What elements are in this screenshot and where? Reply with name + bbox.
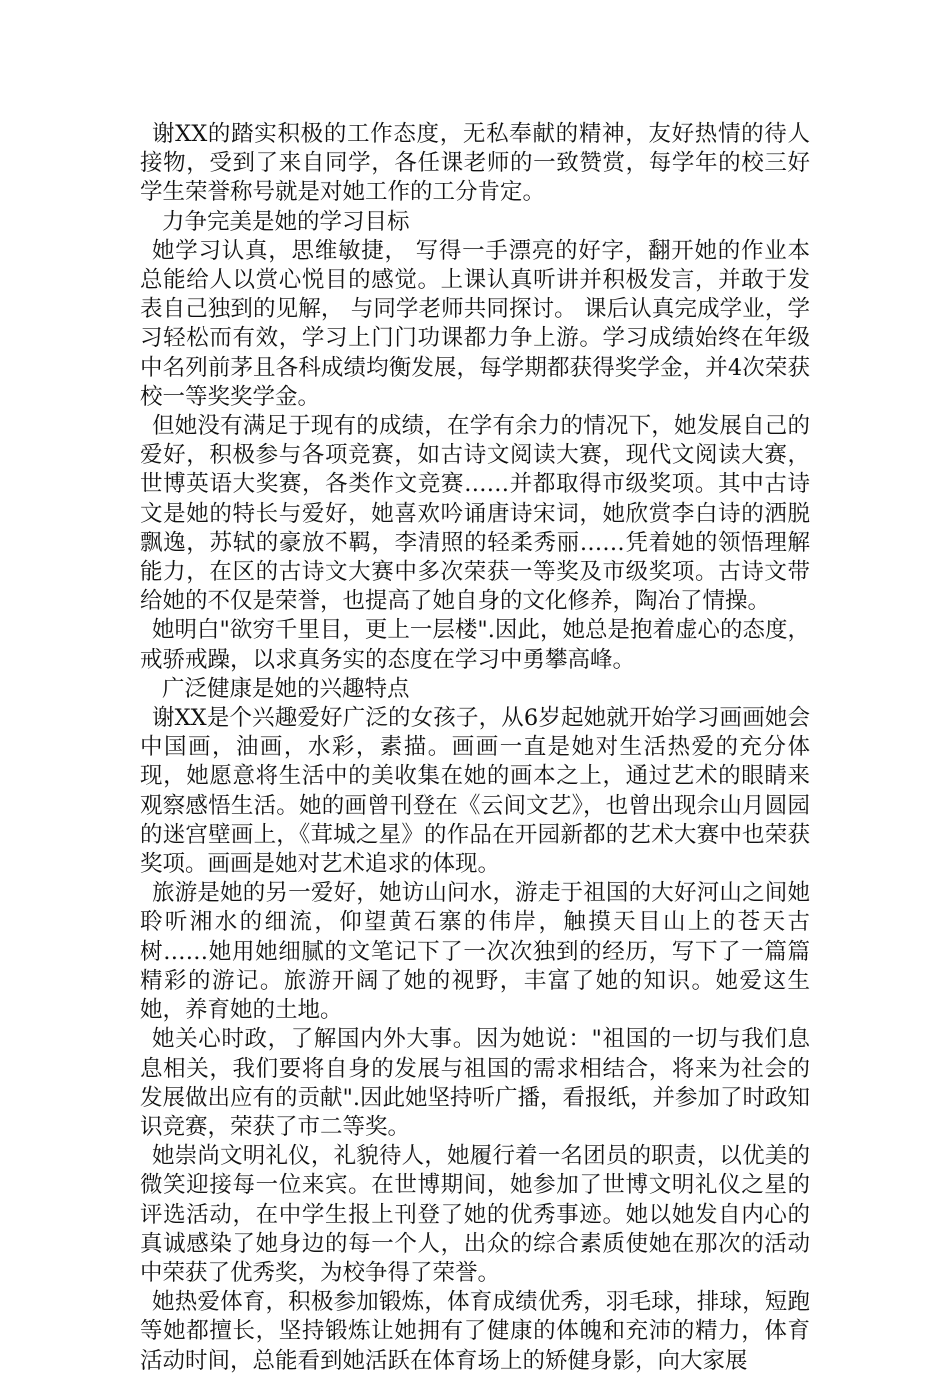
heading-interests: 广泛健康是她的兴趣特点	[162, 675, 410, 702]
document-page	[140, 120, 810, 1376]
heading-study-goal: 力争完美是她的学习目标	[162, 208, 410, 235]
paragraph-sports: 她热爱体育，积极参加锻炼，体育成绩优秀，羽毛球，排球，短跑等她都擅长，坚持锻炼让她拥有了健康的体魄和充沛的精力，体育活动时间，总能看到她活跃在体育场上的矫健身影，向大家展	[140, 1289, 810, 1374]
paragraph-current-affairs: 她关心时政，了解国内外大事。因为她说："祖国的一切与我们息息相关，我们要将自身的发展与祖国的需求相结合，将来为社会的发展做出应有的贡献".因此她坚持听广播，看报纸，并参加了时政知识竞赛，荣获了市二等奖。	[140, 1026, 811, 1140]
paragraph-study: 她学习认真，思维敏捷， 写得一手漂亮的好字，翻开她的作业本总能给人以赏心悦目的感觉。上课认真听讲并积极发言，并敢于发表自己独到的见解， 与同学老师共同探讨。 课后认真完成学业，学习轻松而有效，学习上门门功课都力争上游。学习成绩始终在年级中名列前茅且各科成绩均衡发展，每学期都获得奖学金，并4次荣获校一等奖奖学金。	[140, 237, 810, 410]
paragraph-competitions: 但她没有满足于现有的成绩，在学有余力的情况下，她发展自己的爱好，积极参与各项竞赛，如古诗文阅读大赛，现代文阅读大赛，世博英语大奖赛，各类作文竞赛……并都取得市级奖项。其中古诗文是她的特长与爱好，她喜欢吟诵唐诗宋词，她欣赏李白诗的洒脱飘逸，苏轼的豪放不羁，李清照的轻柔秀丽……凭着她的领悟理解能力，在区的古诗文大赛中多次荣获一等奖及市级奖项。古诗文带给她的不仅是荣誉，也提高了她自身的文化修养，陶冶了情操。	[140, 413, 810, 615]
paragraph-travel: 旅游是她的另一爱好，她访山问水，游走于祖国的大好河山之间她聆听湘水的细流，仰望黄石寨的伟岸，触摸天目山上的苍天古树……她用她细腻的文笔记下了一次次独到的经历，写下了一篇篇精彩的游记。旅游开阔了她的视野，丰富了她的知识。她爱这生她，养育她的土地。	[140, 880, 810, 1024]
paragraph-etiquette: 她崇尚文明礼仪，礼貌待人，她履行着一名团员的职责，以优美的微笑迎接每一位来宾。在世博期间，她参加了世博文明礼仪之星的评选活动，在中学生报上刊登了她的优秀事迹。她以她发自内心的真诚感染了她身边的每一个人，出众的综合素质使她在那次的活动中荣获了优秀奖，为校争得了荣誉。	[140, 1143, 810, 1286]
paragraph-work-attitude: 谢XX的踏实积极的工作态度，无私奉献的精神，友好热情的待人接物，受到了来自同学，各任课老师的一致赞赏，每学年的校三好学生荣誉称号就是对她工作的工分肯定。	[140, 121, 810, 206]
paragraph-motto: 她明白"欲穷千里目，更上一层楼".因此，她总是抱着虚心的态度，戒骄戒躁，以求真务实的态度在学习中勇攀高峰。	[140, 617, 810, 673]
paragraph-painting: 谢XX是个兴趣爱好广泛的女孩子，从6岁起她就开始学习画画她会中国画，油画，水彩，素描。画画一直是她对生活热爱的充分体现，她愿意将生活中的美收集在她的画本之上，通过艺术的眼睛来观察感悟生活。她的画曾刊登在《云间文艺》，也曾出现佘山月圆园的迷宫壁画上，《茸城之星》的作品在开园新都的艺术大赛中也荣获奖项。画画是她对艺术追求的体现。	[140, 705, 810, 878]
